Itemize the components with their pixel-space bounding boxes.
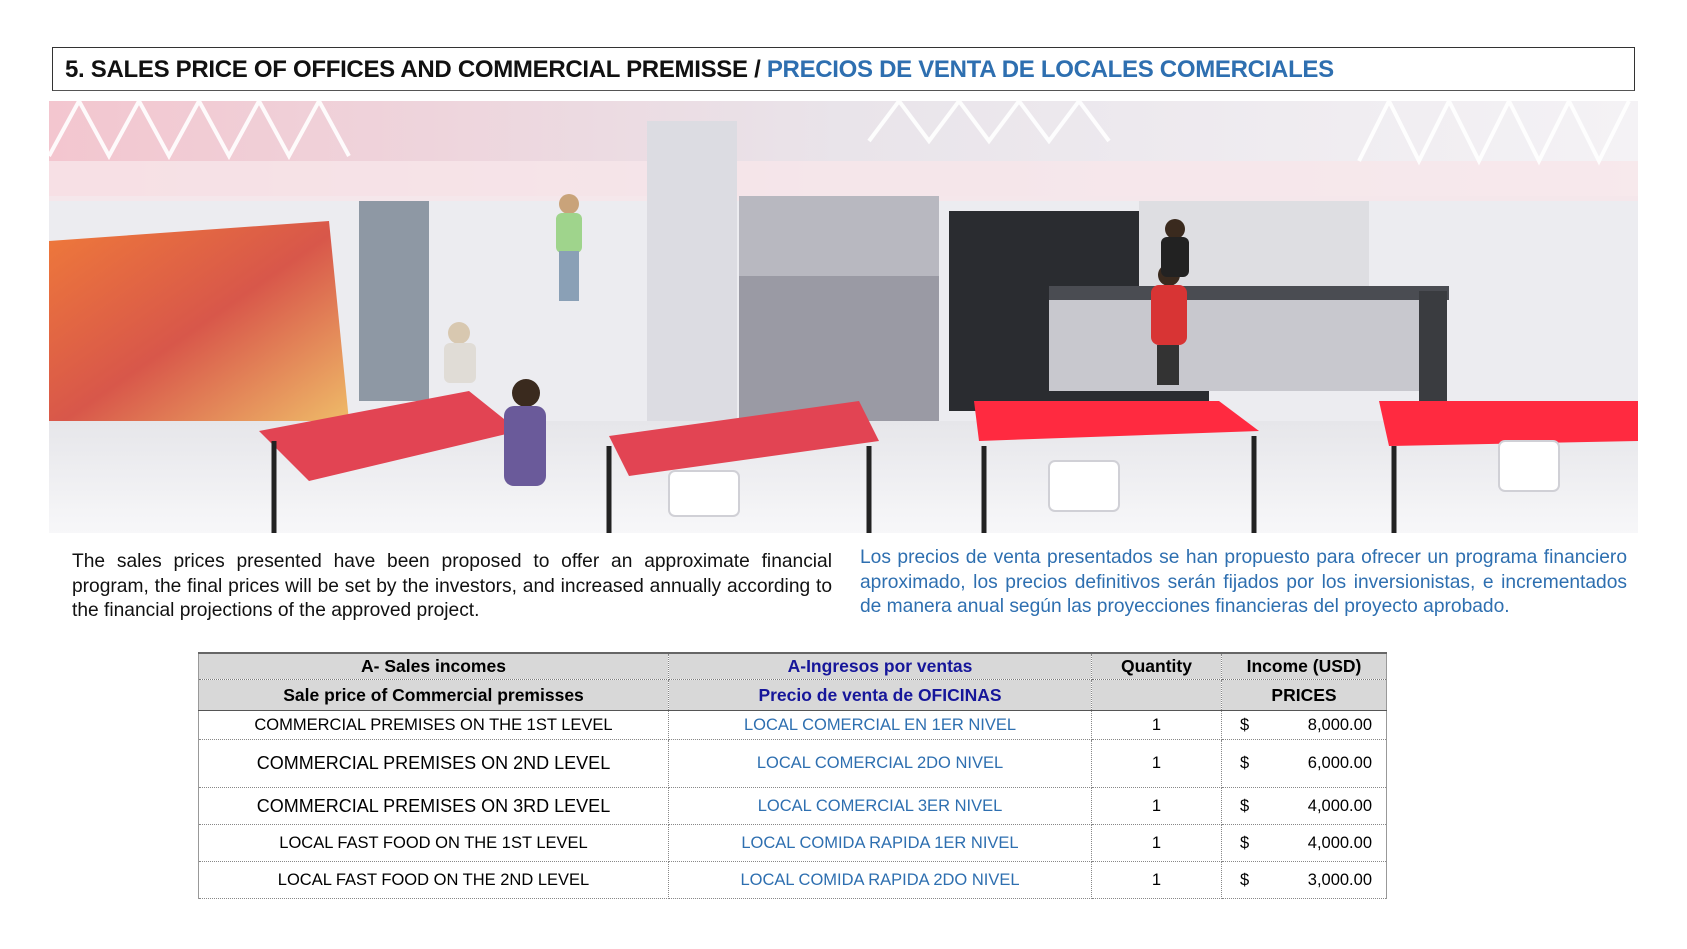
header-sales-incomes: A- Sales incomes xyxy=(199,653,669,680)
row-label-spanish: LOCAL COMERCIAL EN 1ER NIVEL xyxy=(669,711,1092,740)
description-spanish: Los precios de venta presentados se han propuesto para ofrecer un programa financiero aproximado, los precios definitivos serán fijados por los inversionistas, e incrementados de manera anual según las proyecciones financieras del proyecto aprobado. xyxy=(860,547,1627,617)
row-label-english: COMMERCIAL PREMISES ON 3RD LEVEL xyxy=(199,788,669,825)
header-ingresos-por-ventas: A-Ingresos por ventas xyxy=(669,653,1092,680)
row-price-cell xyxy=(1222,862,1387,899)
currency-symbol: $ xyxy=(1240,833,1250,852)
currency-symbol: $ xyxy=(1240,796,1250,815)
subheader-prices: PRICES xyxy=(1222,680,1387,711)
currency-symbol: $ xyxy=(1240,754,1250,772)
subheader-precio-de-venta: Precio de venta de OFICINAS xyxy=(669,680,1092,711)
price-amount: 4,000.00 xyxy=(1307,833,1372,852)
subheader-sale-price: Sale price of Commercial premisses xyxy=(199,680,669,711)
title-separator: / xyxy=(747,56,767,83)
currency-symbol: $ xyxy=(1240,870,1250,889)
row-price-cell xyxy=(1222,740,1387,788)
row-label-english: COMMERCIAL PREMISES ON 2ND LEVEL xyxy=(199,740,669,788)
row-label-spanish: LOCAL COMERCIAL 3ER NIVEL xyxy=(669,788,1092,825)
header-income-usd: Income (USD) xyxy=(1222,653,1387,680)
table-header-row xyxy=(199,653,1387,680)
title-spanish: PRECIOS DE VENTA DE LOCALES COMERCIALES xyxy=(766,56,1334,83)
row-label-spanish: LOCAL COMERCIAL 2DO NIVEL xyxy=(669,740,1092,788)
table-subheader-row xyxy=(199,680,1387,711)
row-quantity: 1 xyxy=(1092,825,1222,862)
section-title-box xyxy=(52,47,1635,91)
table-row xyxy=(199,825,1387,862)
row-quantity: 1 xyxy=(1092,788,1222,825)
row-quantity: 1 xyxy=(1092,740,1222,788)
row-quantity: 1 xyxy=(1092,862,1222,899)
subheader-quantity-blank xyxy=(1092,680,1222,711)
row-label-spanish: LOCAL COMIDA RAPIDA 1ER NIVEL xyxy=(669,825,1092,862)
price-amount: 3,000.00 xyxy=(1307,870,1372,889)
row-quantity: 1 xyxy=(1092,711,1222,740)
row-label-spanish: LOCAL COMIDA RAPIDA 2DO NIVEL xyxy=(669,862,1092,899)
header-quantity: Quantity xyxy=(1092,653,1222,680)
row-price-cell xyxy=(1222,788,1387,825)
table-row xyxy=(199,711,1387,740)
sales-income-table xyxy=(198,652,1387,899)
row-price-cell xyxy=(1222,825,1387,862)
description-english: The sales prices presented have been proposed to offer an approximate financial program, the final prices will be set by the investors, and increased annually according to the financial projections of the approved project. xyxy=(72,551,832,621)
price-amount: 8,000.00 xyxy=(1307,715,1372,734)
row-label-english: LOCAL FAST FOOD ON THE 2ND LEVEL xyxy=(199,862,669,899)
table-row xyxy=(199,740,1387,788)
table-row xyxy=(199,862,1387,899)
price-amount: 6,000.00 xyxy=(1307,754,1372,772)
row-price-cell xyxy=(1222,711,1387,740)
row-label-english: COMMERCIAL PREMISES ON THE 1ST LEVEL xyxy=(199,711,669,740)
currency-symbol: $ xyxy=(1240,715,1250,734)
price-amount: 4,000.00 xyxy=(1307,796,1372,815)
title-english: 5. SALES PRICE OF OFFICES AND COMMERCIAL PREMISSE xyxy=(65,56,748,83)
row-label-english: LOCAL FAST FOOD ON THE 1ST LEVEL xyxy=(199,825,669,862)
section-title xyxy=(65,56,1334,84)
interior-render-image xyxy=(49,101,1638,533)
table-row xyxy=(199,788,1387,825)
